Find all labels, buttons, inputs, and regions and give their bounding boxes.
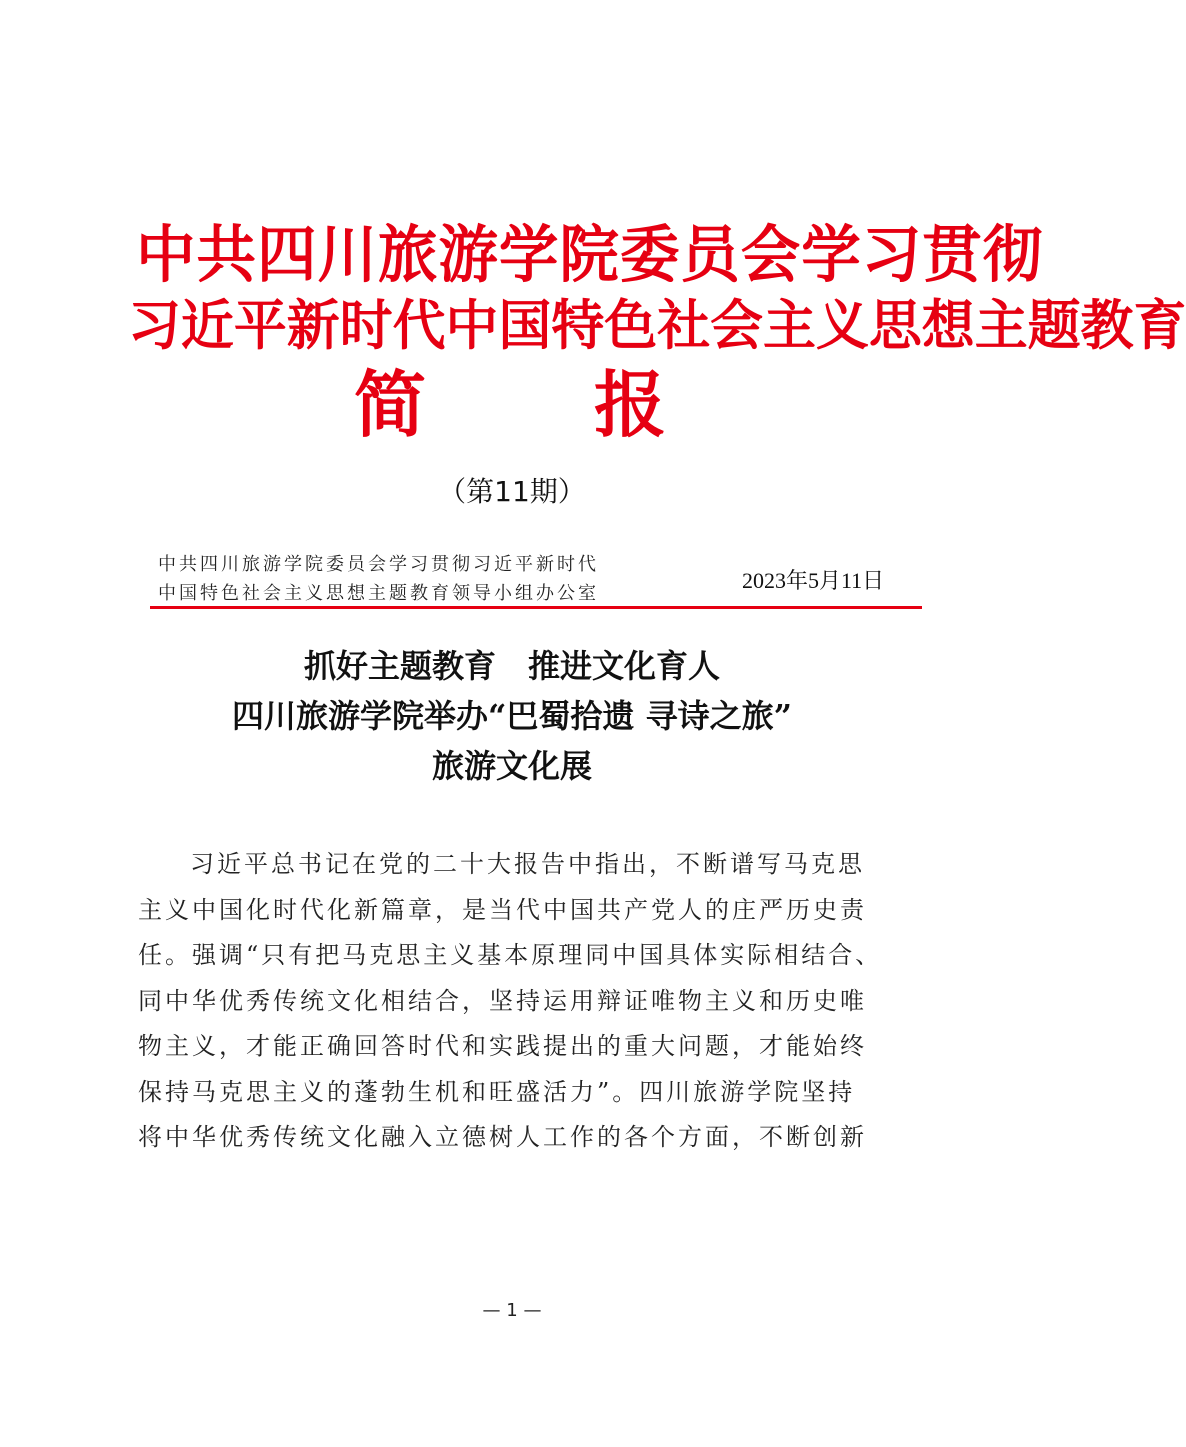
issue-date: 2023年5月11日 — [742, 568, 885, 593]
issuing-office-line-1: 中共四川旅游学院委员会学习贯彻习近平新时代 — [158, 554, 599, 575]
masthead-line-1: 中共四川旅游学院委员会学习贯彻 — [136, 218, 1044, 291]
body-line: 任。强调“只有把马克思主义基本原理同中国具体实际相结合、 — [138, 941, 883, 969]
headline-line-3: 旅游文化展 — [431, 747, 592, 785]
masthead-title-char-1: 简 — [353, 362, 426, 447]
body-line: 同中华优秀传统文化相结合，坚持运用辩证唯物主义和历史唯 — [138, 986, 867, 1015]
masthead-line-2: 习近平新时代中国特色社会主义思想主题教育 — [128, 293, 1186, 357]
masthead-title — [300, 362, 720, 448]
body-line: 将中华优秀传统文化融入立德树人工作的各个方面，不断创新 — [138, 1123, 867, 1151]
issuing-office — [158, 550, 599, 608]
body-line: 习近平总书记在党的二十大报告中指出，不断谱写马克思 — [190, 850, 865, 878]
body-line: 主义中国化时代化新篇章，是当代中国共产党人的庄严历史责 — [138, 895, 867, 924]
body-line: 物主义，才能正确回答时代和实践提出的重大问题，才能始终 — [138, 1032, 867, 1060]
red-divider — [150, 606, 922, 609]
issue-number: （第11期） — [438, 475, 586, 508]
page-number: — 1 — — [482, 1300, 542, 1321]
issuing-office-line-2: 中国特色社会主义思想主题教育领导小组办公室 — [158, 583, 599, 604]
body-text — [138, 842, 928, 1161]
headline-line-2: 四川旅游学院举办“巴蜀拾遗 寻诗之旅” — [232, 697, 792, 735]
body-line: 保持马克思主义的蓬勃生机和旺盛活力”。四川旅游学院坚持 — [138, 1077, 856, 1106]
headline-line-1: 抓好主题教育 推进文化育人 — [303, 647, 720, 685]
masthead-title-char-2: 报 — [593, 362, 666, 447]
